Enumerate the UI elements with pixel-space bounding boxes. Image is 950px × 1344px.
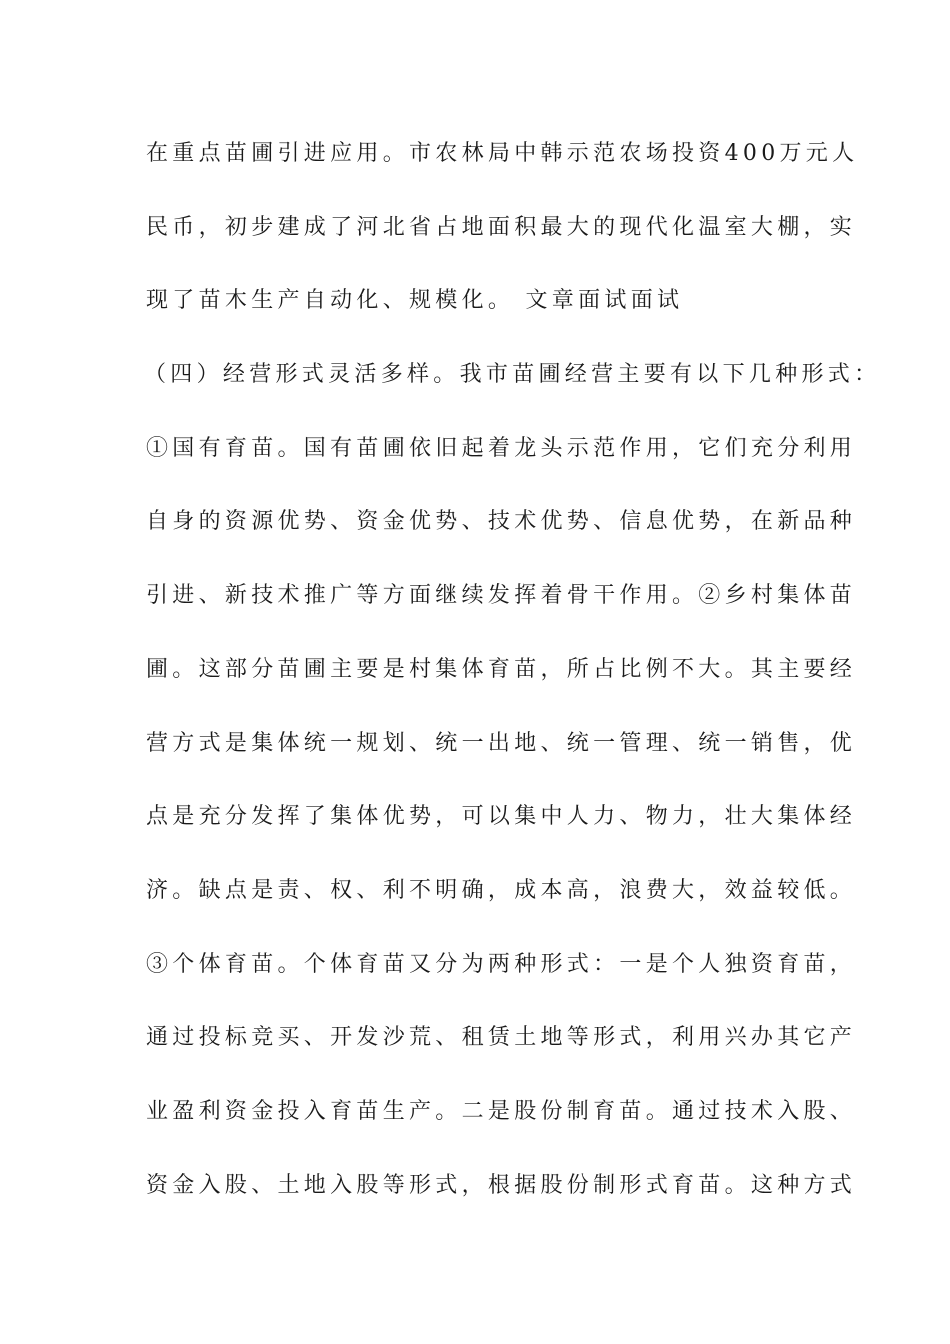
text-line: 圃。这部分苗圃主要是村集体育苗，所占比例不大。其主要经 bbox=[146, 656, 857, 682]
text-line: 在重点苗圃引进应用。市农林局中韩示范农场投资400万元人 bbox=[146, 141, 859, 166]
text-line: 自身的资源优势、资金优势、技术优势、信息优势，在新品种 bbox=[146, 509, 857, 535]
text-line: 点是充分发挥了集体优势，可以集中人力、物力，壮大集体经 bbox=[146, 804, 857, 830]
text-line: 现了苗木生产自动化、规模化。 文章面试面试 bbox=[146, 288, 684, 314]
text-line: 引进、新技术推广等方面继续发挥着骨干作用。②乡村集体苗 bbox=[146, 583, 857, 609]
section-heading-line: （四）经营形式灵活多样。我市苗圃经营主要有以下几种形式： bbox=[144, 362, 881, 388]
text-line: 资金入股、土地入股等形式，根据股份制形式育苗。这种方式 bbox=[146, 1172, 857, 1198]
text-line: 营方式是集体统一规划、统一出地、统一管理、统一销售，优 bbox=[146, 730, 857, 756]
text-line: 业盈利资金投入育苗生产。二是股份制育苗。通过技术入股、 bbox=[146, 1098, 857, 1124]
text-line: ③个体育苗。个体育苗又分为两种形式：一是个人独资育苗， bbox=[146, 951, 857, 977]
text-line: 济。缺点是责、权、利不明确，成本高，浪费大，效益较低。 bbox=[146, 877, 857, 903]
body-text bbox=[144, 128, 881, 1233]
text-line: 通过投标竞买、开发沙荒、租赁土地等形式，利用兴办其它产 bbox=[146, 1025, 857, 1051]
text-line: 民币，初步建成了河北省占地面积最大的现代化温室大棚，实 bbox=[146, 214, 857, 240]
text-line: ①国有育苗。国有苗圃依旧起着龙头示范作用，它们充分利用 bbox=[146, 435, 857, 461]
